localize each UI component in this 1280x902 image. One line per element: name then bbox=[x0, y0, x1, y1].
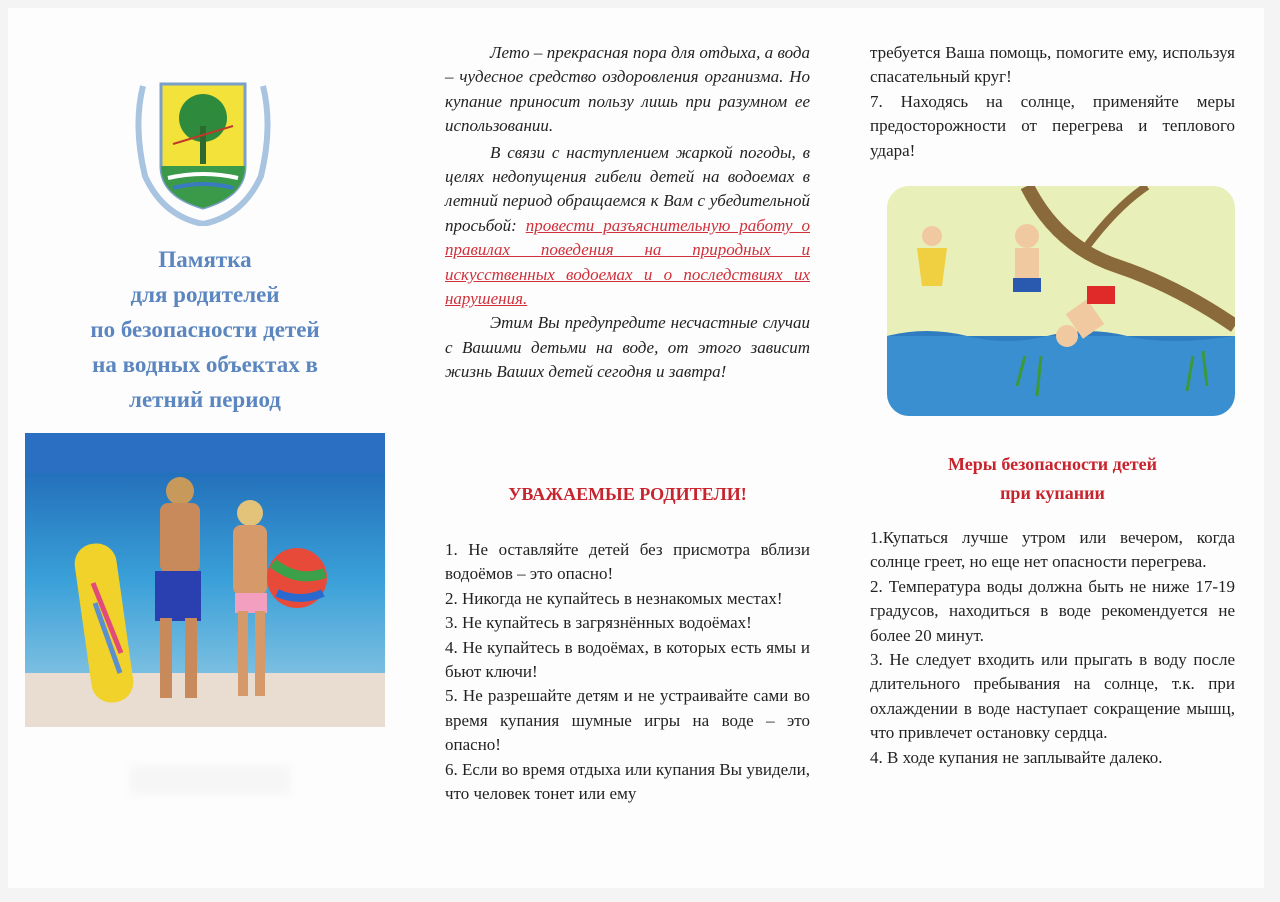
intro-paragraph: Лето – прекрасная пора для отдыха, а вода – чудесное средство оздоровления организма. Но купание приносит пользу лишь при разумном ее использовании. bbox=[445, 43, 810, 136]
safety-measures-list bbox=[870, 526, 1235, 770]
title-line: по безопасности детей bbox=[90, 317, 320, 342]
measure-item: 3. Не следует входить или прыгать в воду после длительного пребывания на солнце, т.к. при охлаждении в воде наступает сокращение мышц, что привлечет остановку сердца. bbox=[870, 650, 1235, 743]
rule-item: 6. Если во время отдыха или купания Вы увидели, что человек тонет или ему bbox=[445, 759, 810, 804]
rule-item: 2. Никогда не купайтесь в незнакомых местах! bbox=[445, 588, 783, 608]
rule-item: 7. Находясь на солнце, применяйте меры предосторожности от перегрева и теплового удара! bbox=[870, 91, 1235, 160]
title-line: Памятка bbox=[158, 247, 252, 272]
rule-item: 4. Не купайтесь в водоёмах, в которых есть ямы и бьют ключи! bbox=[445, 637, 810, 682]
parents-heading: УВАЖАЕМЫЕ РОДИТЕЛИ! bbox=[508, 484, 747, 504]
heading-line: Меры безопасности детей bbox=[948, 454, 1157, 474]
children-on-beach-photo bbox=[25, 433, 385, 727]
title-line: для родителей bbox=[130, 282, 280, 307]
appeal-highlight: провести разъяснительную работу о правилах поведения на природных и искусственных водоемах и о последствиях их нарушения. bbox=[445, 215, 810, 309]
appeal-text: В связи с наступлением жаркой погоды, в целях недопущения гибели детей на водоемах в летний период обращаемся к Вам с убедительной просьбой: bbox=[445, 142, 810, 235]
children-jumping-into-water-cartoon bbox=[887, 186, 1235, 416]
measure-item: 4. В ходе купания не заплывайте далеко. bbox=[870, 747, 1163, 767]
rule-item: 5. Не разрешайте детям и не устраивайте сами во время купания шумные игры на воде – это опасно! bbox=[445, 686, 810, 755]
title-line: летний период bbox=[129, 387, 281, 412]
measure-item: 1.Купаться лучше утром или вечером, когда солнце греет, но еще нет опасности перегрева. bbox=[870, 528, 1235, 572]
blurred-area bbox=[130, 765, 290, 795]
rule-item: требуется Ваша помощь, помогите ему, используя спасательный круг! bbox=[870, 43, 1235, 87]
appeal-paragraph bbox=[445, 141, 810, 312]
title-line: на водных объектах в bbox=[92, 352, 318, 377]
intro-section bbox=[445, 41, 810, 385]
measure-item: 2. Температура воды должна быть не ниже 17-19 градусов, находиться в воде рекомендуется не более 20 минут. bbox=[870, 576, 1235, 645]
warning-paragraph: Этим Вы предупредите несчастные случаи с Вашими детьми на воде, от этого зависит жизнь Ваших детей сегодня и завтра! bbox=[445, 313, 810, 382]
coat-of-arms-logo bbox=[133, 66, 273, 226]
rule-item: 1. Не оставляйте детей без присмотра вблизи водоёмов – это опасно! bbox=[445, 540, 810, 584]
rules-list bbox=[445, 538, 810, 806]
rule-item: 3. Не купайтесь в загрязнённых водоёмах! bbox=[445, 613, 752, 633]
safety-heading bbox=[870, 450, 1235, 508]
brochure-title bbox=[25, 242, 385, 417]
rules-continued bbox=[870, 41, 1235, 163]
heading-line: при купании bbox=[1000, 483, 1105, 503]
